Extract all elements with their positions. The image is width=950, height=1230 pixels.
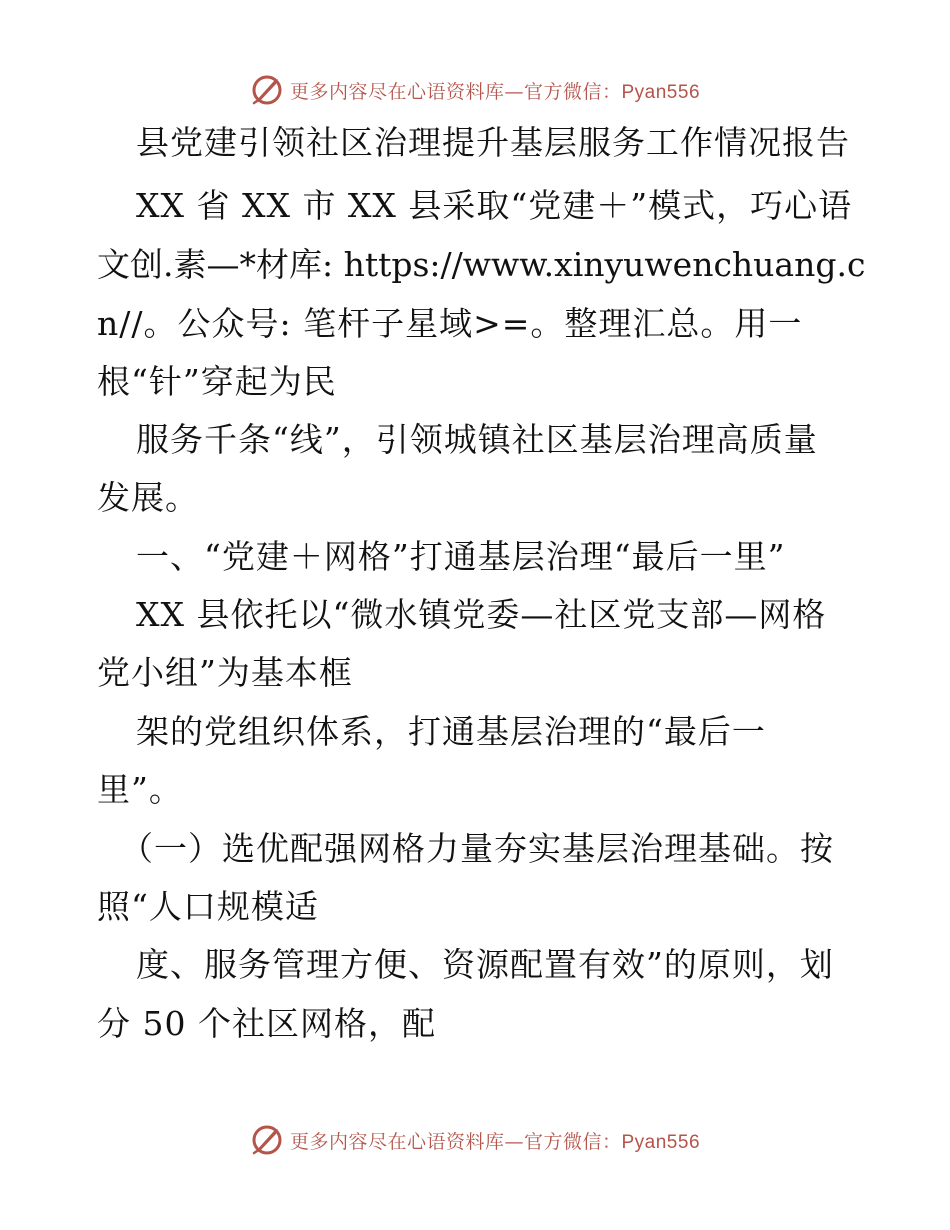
- paragraph-line: XX 省 XX 市 XX 县采取“党建＋”模式，巧心语: [136, 186, 853, 225]
- paragraph-line: 服务千条“线”，引领城镇社区基层治理高质量: [136, 420, 818, 459]
- document-title: 县党建引领社区治理提升基层服务工作情况报告: [136, 123, 850, 162]
- watermark-banner-bottom: [0, 1120, 950, 1160]
- paragraph-line: 文创.素—*材库: https://www.xinyuwenchuang.c: [97, 245, 866, 284]
- paragraph-line: 分 50 个社区网格，配: [97, 1004, 436, 1043]
- quill-pen-circle-icon: [250, 1123, 284, 1157]
- paragraph-line: XX 县依托以“微水镇党委—社区党支部—网格: [136, 595, 827, 634]
- quill-pen-circle-icon: [250, 73, 284, 107]
- paragraph-line: 里”。: [97, 770, 183, 809]
- watermark-text: 更多内容尽在心语资料库—官方微信：Pyan556: [289, 1130, 701, 1153]
- watermark-text: 更多内容尽在心语资料库—官方微信：Pyan556: [289, 80, 701, 103]
- section-heading: 一、“党建＋网格”打通基层治理“最后一里”: [136, 537, 786, 576]
- paragraph-line: 党小组”为基本框: [97, 653, 353, 692]
- paragraph-line: n//。公众号: 笔杆子星域>=。整理汇总。用一: [97, 304, 803, 343]
- paragraph-line: 发展。: [97, 478, 199, 517]
- paragraph-line: 度、服务管理方便、资源配置有效”的原则，划: [136, 945, 834, 984]
- paragraph-line: 根“针”穿起为民: [97, 362, 337, 401]
- paragraph-line: 照“人口规模适: [97, 887, 319, 926]
- watermark-banner-top: [0, 70, 950, 110]
- subsection-heading: （一）选优配强网格力量夯实基层治理基础。按: [120, 829, 834, 868]
- paragraph-line: 架的党组织体系，打通基层治理的“最后一: [136, 712, 766, 751]
